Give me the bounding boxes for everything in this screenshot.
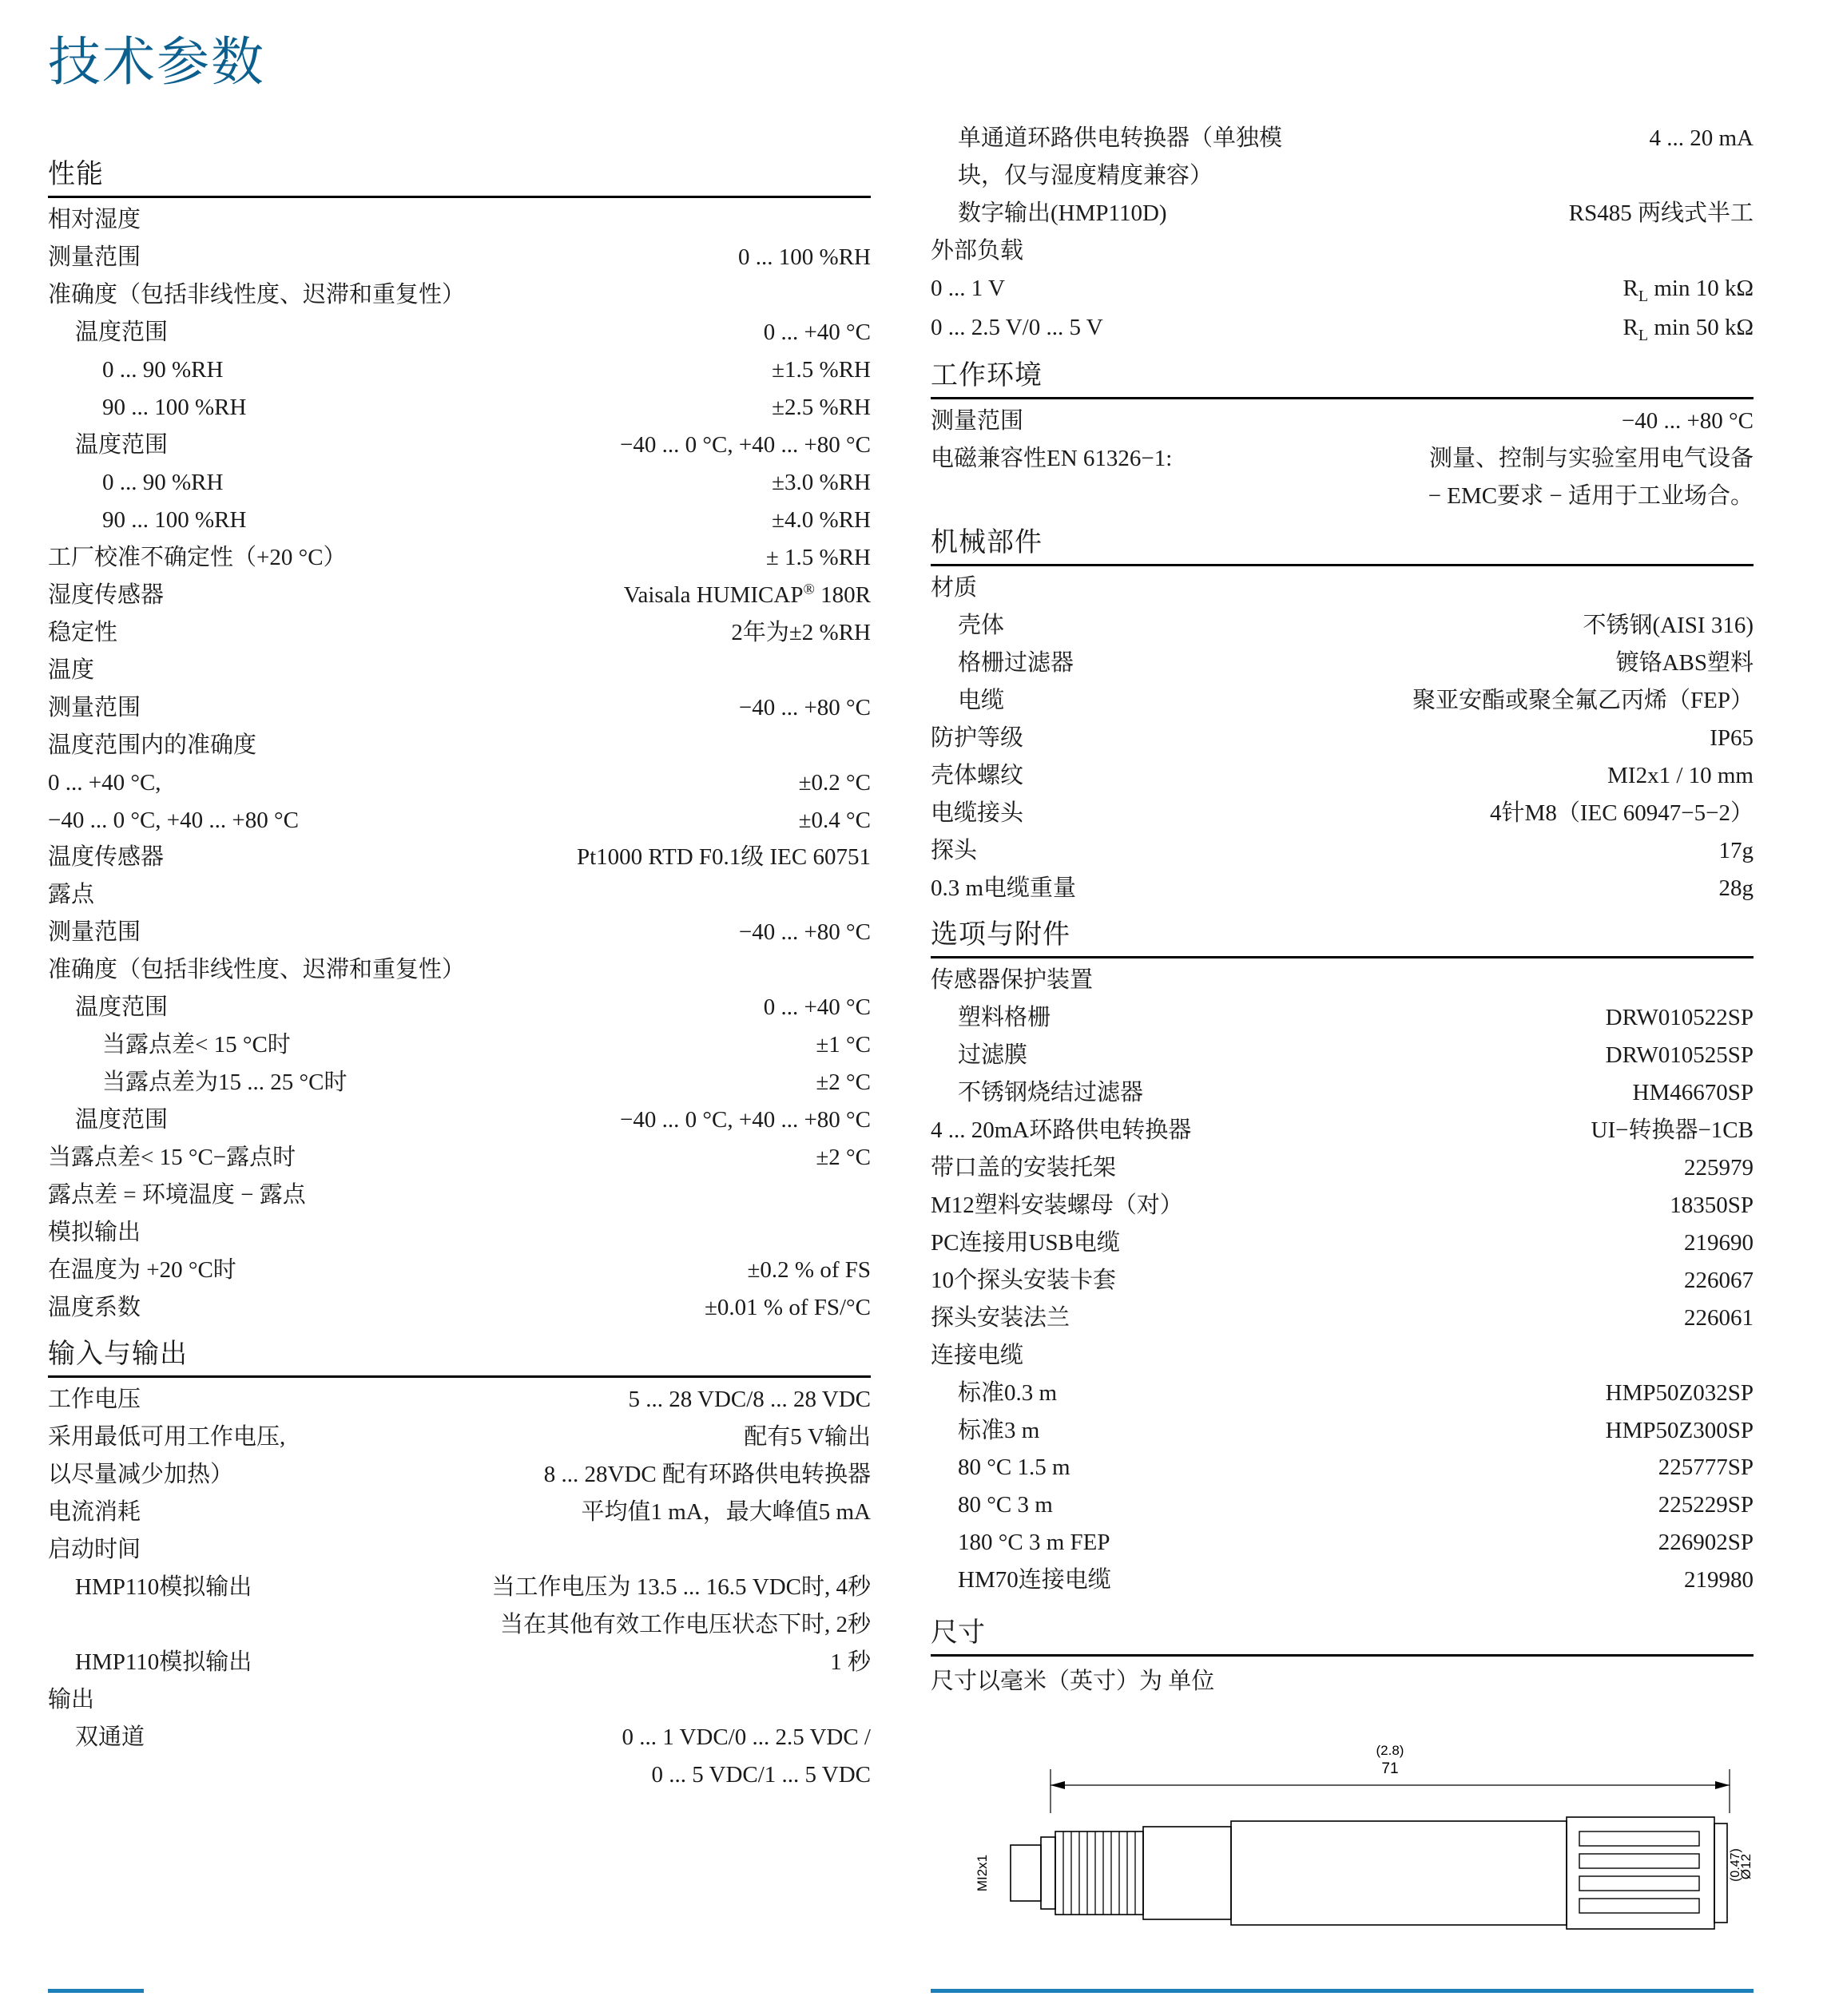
spec-value: 当工作电压为 13.5 ... 16.5 VDC时, 4秒 当在其他有效工作电压状态下时, 2秒 xyxy=(491,1574,871,1637)
spec-value: ±0.01 % of FS/°C xyxy=(705,1295,871,1321)
spec-label: 不锈钢烧结过滤器 xyxy=(958,1079,1144,1105)
spec-value: ±2 °C xyxy=(816,1145,871,1171)
spec-label: 当露点差为15 ... 25 °C时 xyxy=(102,1070,348,1096)
spec-row xyxy=(931,1375,1754,1412)
spec-row xyxy=(931,720,1754,757)
spec-row xyxy=(48,276,871,314)
spec-row xyxy=(48,951,871,989)
spec-value: ±1 °C xyxy=(816,1032,871,1058)
thread-label: MI2x1 xyxy=(975,1854,990,1892)
spec-label: 以尽量减少加热） xyxy=(48,1462,234,1487)
spec-label: 测量范围 xyxy=(48,919,141,946)
spec-label: 80 °C 1.5 m xyxy=(958,1454,1070,1481)
spec-row xyxy=(48,1494,871,1531)
spec-value: 2年为±2 %RH xyxy=(731,619,871,645)
spec-label: 温度范围 xyxy=(75,431,169,458)
spec-row xyxy=(931,270,1754,309)
spec-row xyxy=(931,1112,1754,1149)
spec-value: 219690 xyxy=(1684,1229,1754,1256)
spec-label: 塑料格栅 xyxy=(958,1004,1051,1030)
spec-row xyxy=(48,727,871,764)
spec-value: $R_L$ min 50 kΩ xyxy=(1623,315,1754,344)
spec-label: 电缆 xyxy=(958,688,1005,714)
footer-rule-right xyxy=(931,1989,1754,1993)
spec-label: 连接电缆 xyxy=(931,1342,1024,1368)
spec-value: ±0.4 °C xyxy=(798,807,871,833)
spec-label: 当露点差< 15 °C−露点时 xyxy=(48,1145,296,1171)
spec-row xyxy=(48,839,871,876)
spec-row xyxy=(931,795,1754,832)
spec-label: 0 ... +40 °C, xyxy=(48,769,161,796)
spec-label: 壳体螺纹 xyxy=(931,763,1024,788)
spec-label: HM70连接电缆 xyxy=(958,1567,1111,1593)
spec-value: 226902SP xyxy=(1658,1530,1754,1556)
spec-value: −40 ... 0 °C, +40 ... +80 °C xyxy=(620,431,871,458)
spec-value: ±1.5 %RH xyxy=(772,356,871,383)
spec-value: UI−转换器−1CB xyxy=(1591,1117,1754,1143)
spec-label: 模拟输出 xyxy=(48,1220,141,1246)
spec-value: ±3.0 %RH xyxy=(772,469,871,495)
spec-value: DRW010522SP xyxy=(1605,1004,1754,1030)
spec-label: 180 °C 3 m FEP xyxy=(958,1530,1110,1556)
spec-label: 0 ... 2.5 V/0 ... 5 V xyxy=(931,315,1103,341)
spec-value: 226067 xyxy=(1684,1267,1754,1293)
spec-label: 测量范围 xyxy=(931,408,1024,435)
spec-row xyxy=(48,652,871,689)
spec-row xyxy=(48,1214,871,1252)
spec-row xyxy=(48,1064,871,1101)
spec-value: 4 ... 20 mA xyxy=(1649,125,1754,151)
spec-label: 温度系数 xyxy=(48,1295,141,1321)
spec-value: 4针M8（IEC 60947−5−2） xyxy=(1490,800,1754,826)
spec-label: 输出 xyxy=(48,1686,95,1712)
spec-row xyxy=(931,1262,1754,1300)
spec-label: 相对湿度 xyxy=(48,207,141,232)
spec-row xyxy=(931,1337,1754,1375)
spec-label: 电流消耗 xyxy=(48,1498,141,1525)
spec-label: 0 ... 90 %RH xyxy=(102,469,224,495)
spec-value: 平均值1 mA，最大峰值5 mA xyxy=(581,1498,871,1525)
spec-row xyxy=(931,1449,1754,1486)
section-heading: 选项与附件 xyxy=(931,912,1754,958)
spec-row xyxy=(931,607,1754,645)
spec-row xyxy=(931,1037,1754,1074)
spec-label: 数字输出(HMP110D) xyxy=(958,200,1167,226)
spec-row xyxy=(931,440,1754,515)
spec-label: 工作电压 xyxy=(48,1387,141,1413)
spec-row xyxy=(931,1486,1754,1524)
length-inches-label: (2.8) xyxy=(1376,1743,1404,1758)
spec-section xyxy=(931,912,1754,1599)
spec-label: 格栅过滤器 xyxy=(958,650,1074,677)
spec-row xyxy=(48,1252,871,1289)
spec-value: 225229SP xyxy=(1658,1492,1754,1518)
spec-row xyxy=(931,1524,1754,1562)
spec-section xyxy=(48,152,871,1327)
spec-row xyxy=(931,832,1754,870)
right-column xyxy=(931,120,1754,1696)
spec-value: 8 ... 28VDC 配有环路供电转换器 xyxy=(543,1462,871,1487)
spec-value: 0 ... +40 °C xyxy=(763,319,871,345)
spec-row xyxy=(48,427,871,464)
spec-value: 226061 xyxy=(1684,1304,1754,1331)
left-column xyxy=(48,152,871,1799)
spec-row xyxy=(931,1149,1754,1187)
dimensions-heading: 尺寸 xyxy=(931,1610,1754,1657)
spec-row xyxy=(931,870,1754,907)
spec-label: 标准3 m xyxy=(958,1417,1040,1443)
spec-label: 测量范围 xyxy=(48,694,141,720)
spec-value: −40 ... 0 °C, +40 ... +80 °C xyxy=(620,1107,871,1133)
spec-value: DRW010525SP xyxy=(1605,1042,1754,1068)
spec-value: $R_L$ min 10 kΩ xyxy=(1623,275,1754,305)
dimension-drawing xyxy=(931,1737,1754,1977)
spec-value: HMP50Z032SP xyxy=(1605,1379,1754,1406)
spec-section xyxy=(931,520,1754,907)
spec-label: 采用最低可用工作电压, xyxy=(48,1424,286,1450)
spec-label: 启动时间 xyxy=(48,1536,141,1562)
spec-row xyxy=(48,876,871,914)
spec-label: 带口盖的安装托架 xyxy=(931,1154,1117,1181)
spec-row xyxy=(48,1644,871,1681)
spec-value: 219980 xyxy=(1684,1567,1754,1593)
spec-row xyxy=(48,614,871,652)
spec-label: 温度范围 xyxy=(75,1107,169,1133)
spec-label: 温度 xyxy=(48,657,95,683)
spec-value: 18350SP xyxy=(1670,1192,1754,1218)
spec-value: ±0.2 °C xyxy=(798,769,871,796)
spec-row xyxy=(48,1681,871,1719)
spec-row xyxy=(48,764,871,802)
spec-label: 4 ... 20mA环路供电转换器 xyxy=(931,1117,1192,1143)
spec-value: 28g xyxy=(1718,875,1754,901)
spec-row xyxy=(48,914,871,951)
spec-row xyxy=(48,314,871,351)
spec-label: 0 ... 90 %RH xyxy=(102,356,224,383)
spec-row xyxy=(48,201,871,239)
spec-label: −40 ... 0 °C, +40 ... +80 °C xyxy=(48,807,299,833)
spec-row xyxy=(48,1139,871,1177)
footer-rule-left xyxy=(48,1989,144,1993)
spec-row xyxy=(931,757,1754,795)
spec-label: PC连接用USB电缆 xyxy=(931,1229,1120,1256)
section-heading: 机械部件 xyxy=(931,520,1754,566)
spec-label: 90 ... 100 %RH xyxy=(102,506,247,533)
spec-row xyxy=(931,569,1754,607)
spec-label: 稳定性 xyxy=(48,619,118,645)
spec-row xyxy=(48,464,871,502)
section-heading: 性能 xyxy=(48,152,871,198)
diameter-inches-label: (0.47) xyxy=(1729,1848,1742,1882)
spec-value: 不锈钢(AISI 316) xyxy=(1583,613,1754,639)
spec-label: 电磁兼容性EN 61326−1: xyxy=(931,446,1173,472)
spec-value: 聚亚安酯或聚全氟乙丙烯（FEP） xyxy=(1412,688,1754,714)
spec-row xyxy=(931,1300,1754,1337)
length-mm-label: 71 xyxy=(1381,1760,1399,1777)
spec-value: ±4.0 %RH xyxy=(772,506,871,533)
spec-row xyxy=(48,1289,871,1327)
spec-value: MI2x1 / 10 mm xyxy=(1607,763,1754,788)
spec-label: 温度范围 xyxy=(75,319,169,345)
spec-row xyxy=(931,682,1754,720)
spec-value: 1 秒 xyxy=(830,1649,871,1675)
spec-label: 当露点差< 15 °C时 xyxy=(102,1032,291,1058)
spec-value: 5 ... 28 VDC/8 ... 28 VDC xyxy=(628,1387,871,1413)
spec-row xyxy=(48,1101,871,1139)
spec-row xyxy=(48,502,871,539)
spec-label: 温度范围 xyxy=(75,994,169,1021)
spec-row xyxy=(48,1531,871,1569)
spec-value: −40 ... +80 °C xyxy=(738,694,871,720)
spec-label: 测量范围 xyxy=(48,244,141,270)
spec-label: 90 ... 100 %RH xyxy=(102,394,247,420)
spec-row xyxy=(931,1224,1754,1262)
spec-label: 0 ... 1 V xyxy=(931,275,1005,301)
spec-row xyxy=(48,577,871,614)
spec-value: 配有5 V输出 xyxy=(744,1424,871,1450)
spec-label: 过滤膜 xyxy=(958,1042,1028,1068)
spec-value: 镀铬ABS塑料 xyxy=(1615,650,1754,677)
spec-row xyxy=(48,389,871,427)
spec-value: IP65 xyxy=(1710,725,1754,752)
spec-value: 225777SP xyxy=(1658,1454,1754,1481)
spec-row xyxy=(48,1381,871,1419)
spec-value: −40 ... +80 °C xyxy=(738,919,871,946)
spec-label: 材质 xyxy=(931,575,978,601)
spec-value: −40 ... +80 °C xyxy=(1621,408,1754,435)
spec-label: 电缆接头 xyxy=(931,800,1024,826)
spec-label: 防护等级 xyxy=(931,725,1024,752)
spec-section xyxy=(48,1331,871,1794)
spec-value: 225979 xyxy=(1684,1154,1754,1181)
spec-label: 传感器保护装置 xyxy=(931,966,1094,993)
spec-label: HMP110模拟输出 xyxy=(75,1649,252,1675)
spec-row xyxy=(48,689,871,727)
spec-row xyxy=(48,1456,871,1494)
spec-label: 0.3 m电缆重量 xyxy=(931,875,1077,901)
spec-row xyxy=(931,1074,1754,1112)
spec-value: HMP50Z300SP xyxy=(1605,1417,1754,1443)
probe-drawing-svg xyxy=(931,1737,1754,1977)
spec-row xyxy=(48,1719,871,1794)
spec-value: ± 1.5 %RH xyxy=(765,544,871,570)
spec-row xyxy=(48,1569,871,1644)
spec-label: 在温度为 +20 °C时 xyxy=(48,1257,236,1284)
spec-row xyxy=(931,309,1754,348)
spec-row xyxy=(48,802,871,839)
spec-row xyxy=(931,195,1754,232)
spec-row xyxy=(931,1562,1754,1599)
spec-value: ±2.5 %RH xyxy=(772,394,871,420)
spec-value: Vaisala HUMICAP® 180R xyxy=(623,581,871,608)
spec-row xyxy=(931,1187,1754,1224)
spec-value: 0 ... 100 %RH xyxy=(738,244,871,270)
spec-row xyxy=(931,232,1754,270)
spec-row xyxy=(931,645,1754,682)
spec-label: 外部负载 xyxy=(931,237,1024,264)
spec-row xyxy=(48,1177,871,1214)
spec-row xyxy=(48,1419,871,1456)
spec-row xyxy=(931,999,1754,1037)
spec-row xyxy=(48,989,871,1026)
spec-label: 80 °C 3 m xyxy=(958,1492,1053,1518)
spec-label: 10个探头安装卡套 xyxy=(931,1267,1117,1293)
spec-row xyxy=(931,1412,1754,1450)
page-title: 技术参数 xyxy=(48,32,265,91)
spec-label: 准确度（包括非线性度、迟滞和重复性） xyxy=(48,957,466,983)
spec-label: 准确度（包括非线性度、迟滞和重复性） xyxy=(48,281,466,308)
diameter-mm-label: Ø12 xyxy=(1738,1853,1754,1880)
section-heading: 工作环境 xyxy=(931,353,1754,399)
spec-label: 双通道 xyxy=(75,1724,145,1750)
spec-section xyxy=(931,120,1754,348)
spec-label: 露点差 = 环境温度 − 露点 xyxy=(48,1182,306,1208)
dimensions-note: 尺寸以毫米（英寸）为 单位 xyxy=(931,1669,1215,1695)
spec-row xyxy=(48,1026,871,1064)
spec-label: 露点 xyxy=(48,882,95,908)
spec-label: 湿度传感器 xyxy=(48,581,165,608)
spec-row xyxy=(48,351,871,389)
spec-row xyxy=(931,120,1754,195)
spec-label: M12塑料安装螺母（对） xyxy=(931,1192,1183,1218)
spec-value: 测量、控制与实验室用电气设备 − EMC要求 − 适用于工业场合。 xyxy=(1428,446,1754,510)
spec-label: 探头 xyxy=(931,837,978,863)
spec-label: 标准0.3 m xyxy=(958,1379,1058,1406)
spec-label: 单通道环路供电转换器（单独模 块，仅与湿度精度兼容） xyxy=(958,125,1283,189)
spec-value: ±2 °C xyxy=(816,1070,871,1096)
spec-label: 壳体 xyxy=(958,613,1005,639)
spec-label: 工厂校准不确定性（+20 °C） xyxy=(48,544,347,570)
spec-label: 探头安装法兰 xyxy=(931,1304,1070,1331)
spec-value: Pt1000 RTD F0.1级 IEC 60751 xyxy=(576,844,871,871)
section-heading: 输入与输出 xyxy=(48,1331,871,1378)
spec-value: 0 ... +40 °C xyxy=(763,994,871,1021)
spec-value: 17g xyxy=(1718,837,1754,863)
spec-row xyxy=(931,403,1754,440)
spec-row xyxy=(931,962,1754,999)
spec-value: 0 ... 1 VDC/0 ... 2.5 VDC / 0 ... 5 VDC/1 ... 5 VDC xyxy=(622,1724,871,1788)
spec-section xyxy=(931,353,1754,515)
spec-row xyxy=(48,239,871,276)
spec-value: RS485 两线式半工 xyxy=(1568,200,1754,226)
spec-value: HM46670SP xyxy=(1632,1079,1754,1105)
spec-row xyxy=(48,539,871,577)
spec-label: 温度范围内的准确度 xyxy=(48,732,257,758)
spec-value: ±0.2 % of FS xyxy=(747,1257,871,1284)
spec-label: HMP110模拟输出 xyxy=(75,1574,252,1600)
spec-label: 温度传感器 xyxy=(48,844,165,871)
